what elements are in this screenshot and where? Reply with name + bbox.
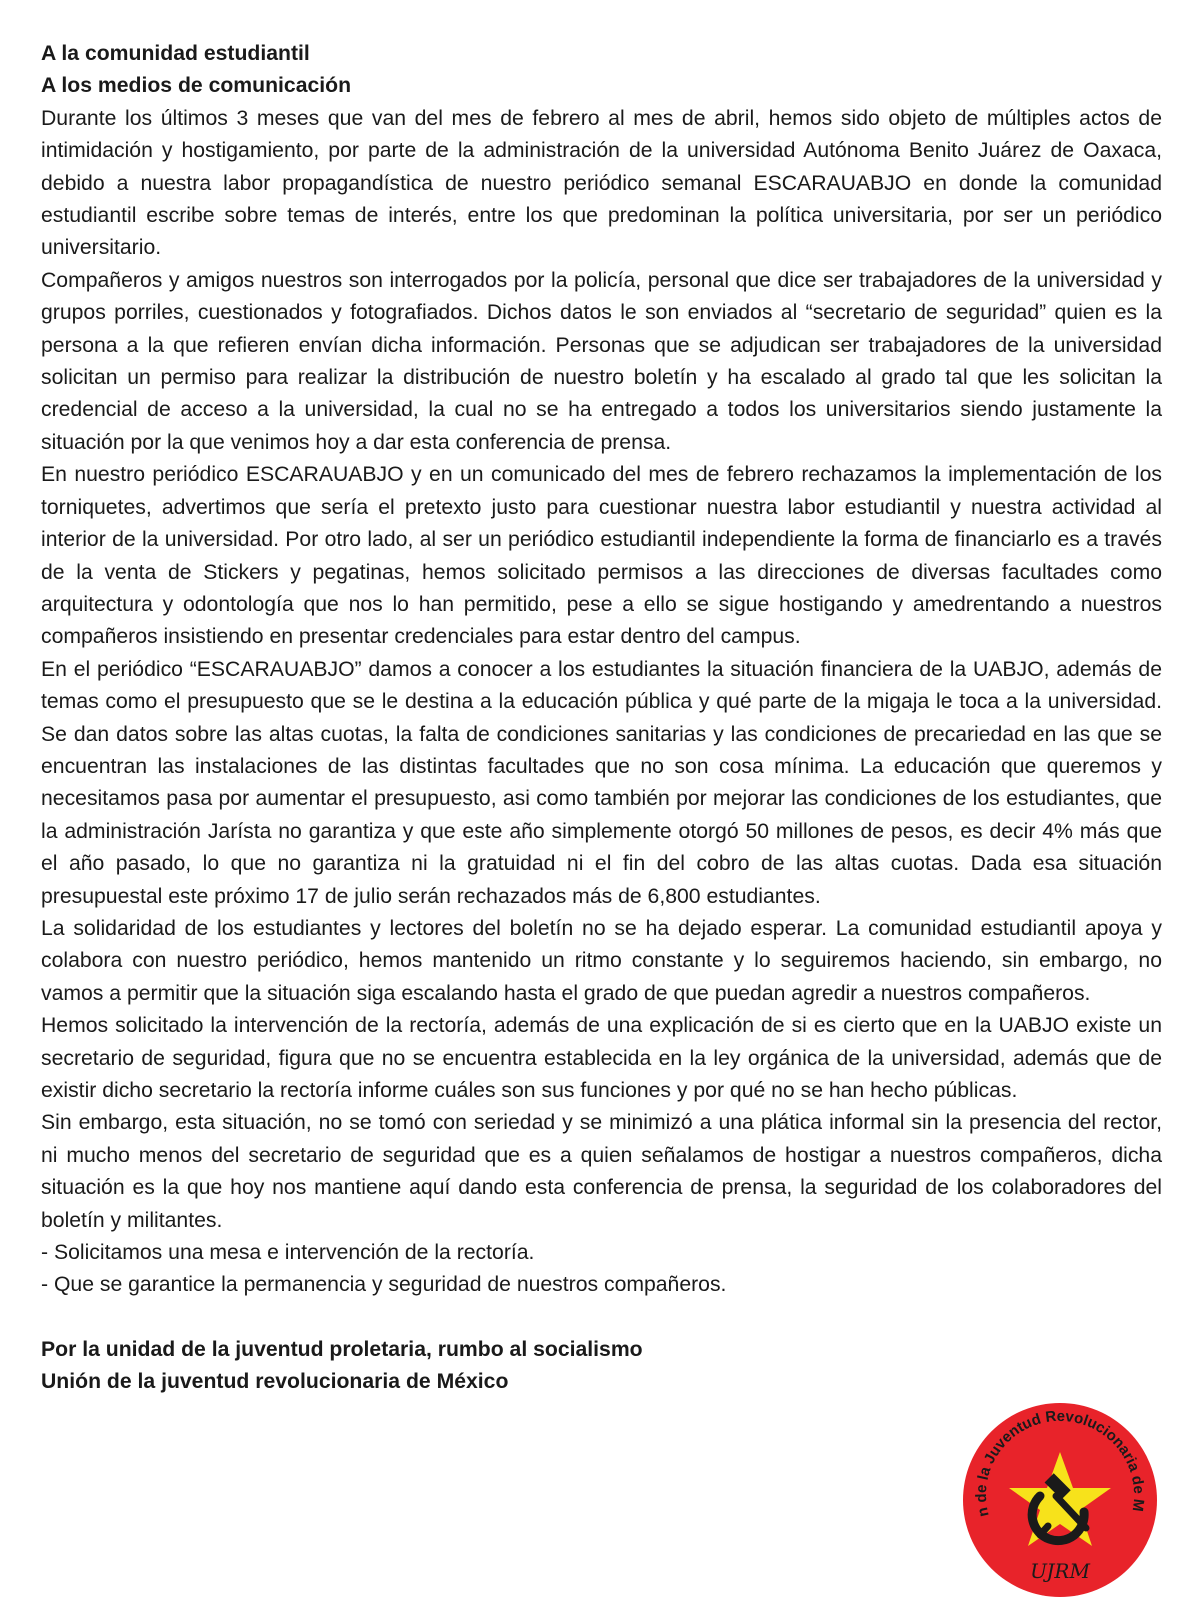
logo-ring-text: n de la Juventud Revolucionaria de M (972, 1407, 1148, 1519)
addressee-media: A los medios de comunicación (41, 74, 352, 98)
logo-initials: UJRM (1030, 1559, 1090, 1583)
paragraph-6: Hemos solicitado la intervención de la rectoría, además de una explicación de si es cierto que en la UABJO existe un secretario de seguridad, figura que no se encuentra establecida en la ley orgánica de la universidad, además que de existir dicho secretario la rectoría informe cuáles son sus funciones y por qué no se han hecho públicas. (41, 1014, 1162, 1102)
paragraph-5: La solidaridad de los estudiantes y lectores del boletín no se ha dejado esperar. La comunidad estudiantil apoya y colabora con nuestro periódico, hemos mantenido un ritmo constante y lo seguiremos haciendo, sin embargo, no vamos a permitir que la situación siga escalando hasta el grado de que puedan agredir a nuestros compañeros. (41, 916, 1162, 1005)
spacer (41, 1302, 1162, 1334)
paragraph-4: En el periódico “ESCARAUABJO” damos a conocer a los estudiantes la situación financiera de la UABJO, además de temas como el presupuesto que se le destina a la educación pública y qué parte de la migaja le toca a la universidad. Se dan datos sobre las altas cuotas, la falta de condiciones sanitarias y las condiciones de precariedad en las que se encuentran las instalaciones de las distintas facultades que no son cosa mínima. La educación que queremos y necesitamos pasa por aumentar el presupuesto, asi como también por mejorar las condiciones de los estudiantes, que la administración Jarísta no garantiza y que este año simplemente otorgó 50 millones de pesos, es decir 4% más que el año pasado, lo que no garantiza ni la gratuidad ni el fin del cobro de las altas cuotas. Dada esa situación presupuestal este próximo 17 de julio serán rechazados más de 6,800 estudiantes. (41, 657, 1162, 908)
paragraph-2: Compañeros y amigos nuestros son interrogados por la policía, personal que dice ser trabajadores de la universidad y grupos porriles, cuestionados y fotografiados. Dichos datos le son enviados al “secretario de seguridad” quien es la persona a la que refieren envían dicha información. Personas que se adjudican ser trabajadores de la universidad solicitan un permiso para realizar la distribución de nuestro boletín y ha escalado al grado tal que les solicitan la credencial de acceso a la universidad, la cual no se ha entregado a todos los universitarios siendo justamente la situación por la que venimos hoy a dar esta conferencia de prensa. (41, 268, 1162, 454)
closing-signature: Unión de la juventud revolucionaria de México (41, 1370, 509, 1394)
closing-slogan: Por la unidad de la juventud proletaria, rumbo al socialismo (41, 1337, 643, 1361)
paragraph-3: En nuestro periódico ESCARAUABJO y en un comunicado del mes de febrero rechazamos la implementación de los torniquetes, advertimos que sería el pretexto justo para cuestionar nuestra labor estudiantil y nuestra actividad al interior de la universidad. Por otro lado, al ser un periódico estudiantil independiente la forma de financiarlo es a través de la venta de Stickers y pegatinas, hemos solicitado permisos a las direcciones de diversas facultades como arquitectura y odontología que nos lo han permitido, pese a ello se sigue hostigando y amedrentando a nuestros compañeros insistiendo en presentar credenciales para estar dentro del campus. (41, 463, 1162, 649)
paragraph-1: Durante los últimos 3 meses que van del mes de febrero al mes de abril, hemos sido objeto de múltiples actos de intimidación y hostigamiento, por parte de la administración de la universidad Autónoma Benito Juárez de Oaxaca, debido a nuestra labor propagandística de nuestro periódico semanal ESCARAUABJO en donde la comunidad estudiantil escribe sobre temas de interés, entre los que predominan la política universitaria, por ser un periódico universitario. (41, 106, 1162, 260)
addressee-students: A la comunidad estudiantil (41, 42, 310, 65)
demand-item-1: - Solicitamos una mesa e intervención de la rectoría. (41, 1241, 535, 1265)
ujrm-emblem-icon (960, 1400, 1160, 1600)
demand-item-2: - Que se garantice la permanencia y seguridad de nuestros compañeros. (41, 1273, 727, 1297)
ujrm-logo (960, 1400, 1160, 1600)
statement-document (41, 38, 1162, 1399)
paragraph-7: Sin embargo, esta situación, no se tomó con seriedad y se minimizó a una plática informal sin la presencia del rector, ni mucho menos del secretario de seguridad que es a quien señalamos de hostigar a nuestros compañeros, dicha situación es la que hoy nos mantiene aquí dando esta conferencia de prensa, la seguridad de los colaboradores del boletín y militantes. (41, 1111, 1162, 1232)
